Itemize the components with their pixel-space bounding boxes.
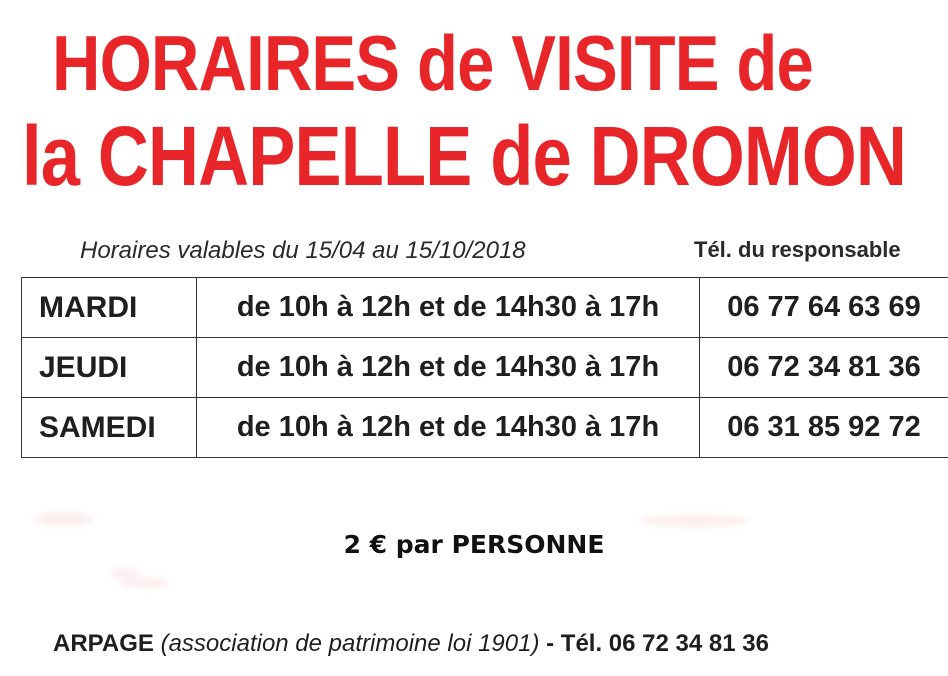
hours-cell: de 10h à 12h et de 14h30 à 17h	[197, 278, 700, 338]
price-text: 2 € par PERSONNE	[343, 530, 605, 559]
background-smudge	[34, 512, 94, 526]
organization-name: ARPAGE	[53, 630, 154, 657]
page-title-line-2: la CHAPELLE de DROMON	[22, 109, 907, 203]
footer-phone: Tél. 06 72 34 81 36	[560, 630, 769, 657]
day-cell: SAMEDI	[22, 398, 197, 458]
schedule-table	[21, 277, 948, 458]
hours-cell: de 10h à 12h et de 14h30 à 17h	[197, 398, 700, 458]
organization-description: (association de patrimoine loi 1901)	[160, 630, 540, 657]
background-smudge	[640, 515, 750, 527]
hours-cell: de 10h à 12h et de 14h30 à 17h	[197, 338, 700, 398]
day-cell: JEUDI	[22, 338, 197, 398]
day-cell: MARDI	[22, 278, 197, 338]
background-smudge	[120, 578, 170, 588]
table-row	[22, 398, 948, 458]
phone-cell: 06 77 64 63 69	[700, 278, 948, 338]
phone-cell: 06 31 85 92 72	[700, 398, 948, 458]
footer-separator: -	[539, 630, 561, 657]
phone-cell: 06 72 34 81 36	[700, 338, 948, 398]
footer-contact	[53, 630, 769, 658]
table-row	[22, 278, 948, 338]
phone-column-header: Tél. du responsable	[694, 237, 901, 262]
table-row	[22, 338, 948, 398]
page-title-line-1: HORAIRES de VISITE de	[52, 19, 813, 107]
validity-period-text: Horaires valables du 15/04 au 15/10/2018	[80, 237, 526, 264]
